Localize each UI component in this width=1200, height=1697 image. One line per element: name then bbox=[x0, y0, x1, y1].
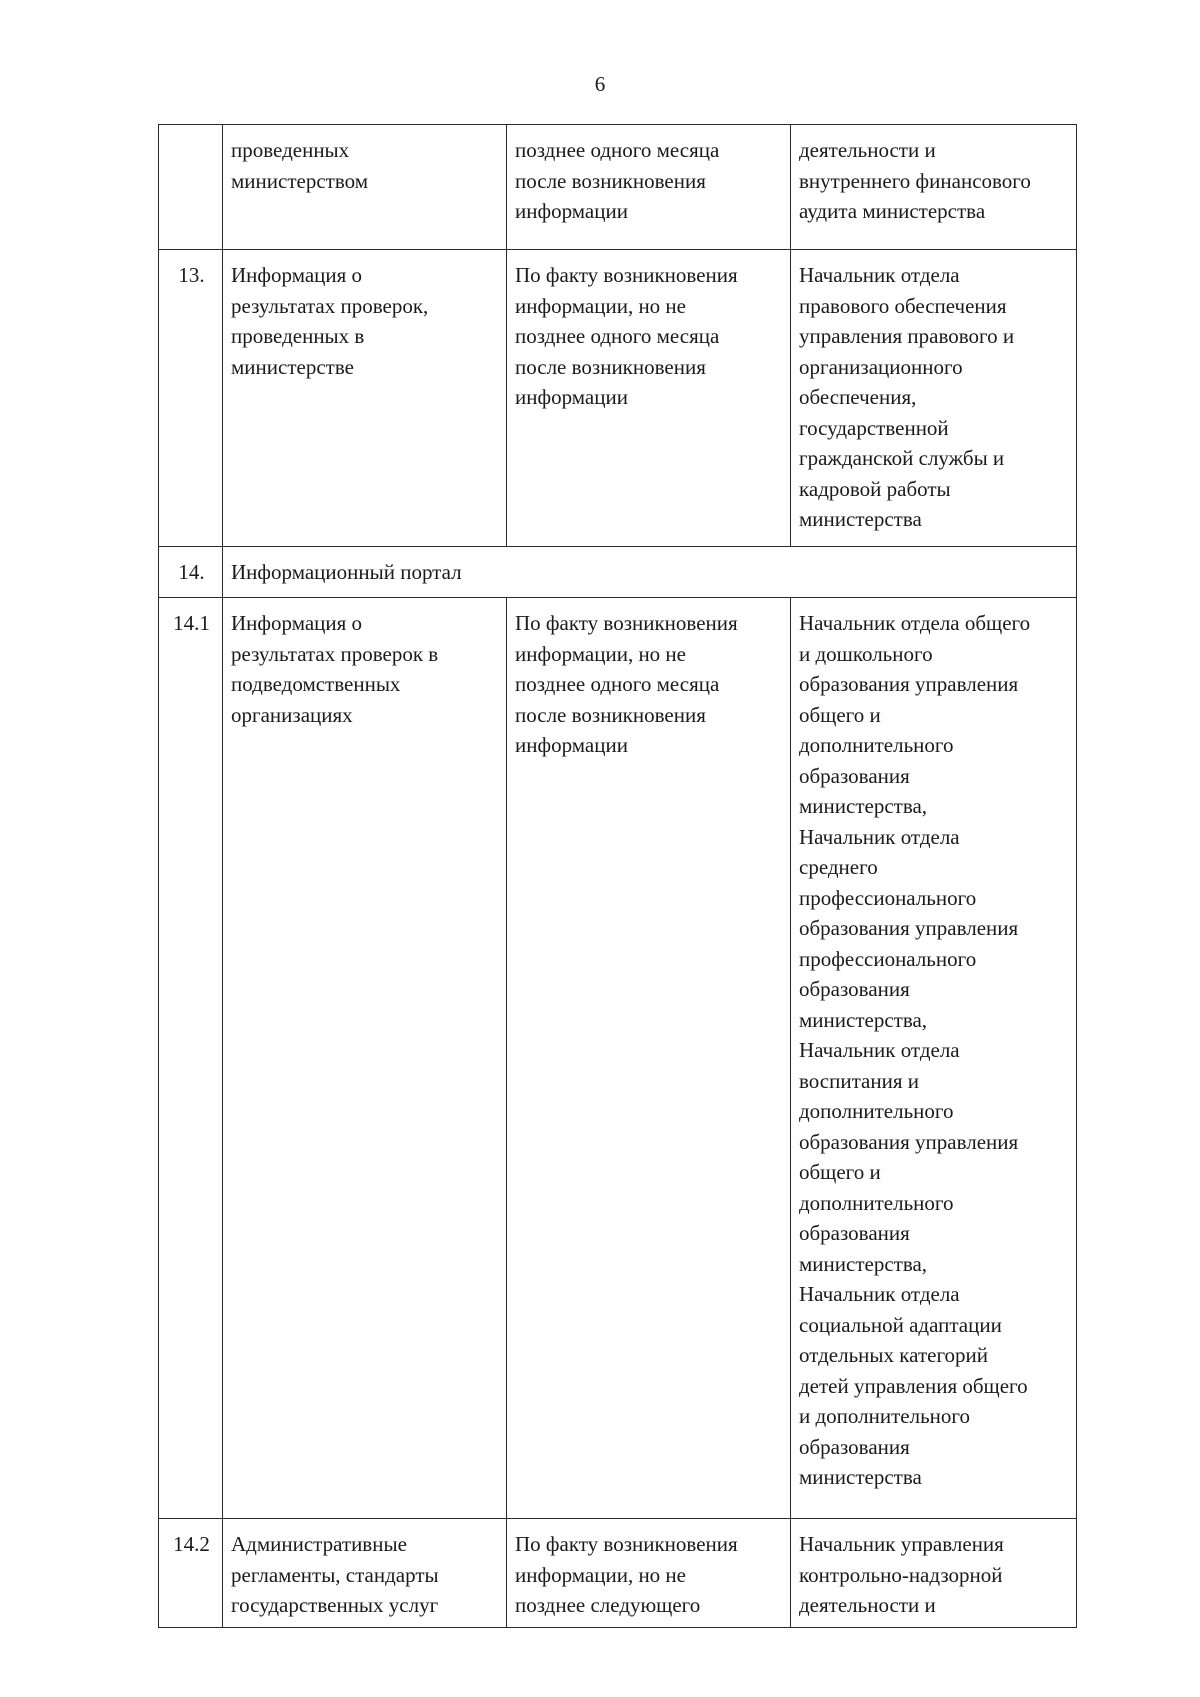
row-number: 14. bbox=[159, 547, 223, 598]
row-number: 14.2 bbox=[159, 1519, 223, 1628]
table-row bbox=[159, 1519, 1077, 1628]
information-type-cell bbox=[223, 250, 507, 547]
section-header-row bbox=[159, 547, 1077, 598]
table-row bbox=[159, 598, 1077, 1519]
cell-line: позднее следующего bbox=[515, 1593, 701, 1617]
responsible-cell bbox=[791, 125, 1077, 250]
cell-line: Административные bbox=[231, 1532, 407, 1556]
cell-line: позднее одного месяца bbox=[515, 672, 720, 696]
cell-line: подведомственных bbox=[231, 672, 401, 696]
cell-line: профессионального bbox=[799, 946, 977, 971]
page-number: 6 bbox=[594, 72, 606, 96]
cell-line: проведенных bbox=[231, 138, 350, 162]
cell-line: после возникновения bbox=[515, 168, 706, 193]
cell-line: Информация о bbox=[231, 611, 363, 635]
cell-line: министерством bbox=[231, 168, 368, 193]
cell-line: профессионального bbox=[799, 885, 977, 910]
cell-line: результатах проверок, bbox=[231, 293, 429, 318]
row-number: 13. bbox=[159, 250, 223, 547]
cell-line: организационного bbox=[799, 354, 963, 379]
cell-line: и дополнительного bbox=[799, 1404, 970, 1428]
table-row bbox=[159, 125, 1077, 250]
cell-line: министерства bbox=[799, 1465, 922, 1489]
cell-line: после возникновения bbox=[515, 702, 706, 727]
cell-line: отдельных категорий bbox=[799, 1343, 989, 1367]
cell-line: дополнительного bbox=[799, 1099, 954, 1123]
cell-line: образования bbox=[799, 763, 910, 788]
cell-line: образования управления bbox=[799, 1129, 1019, 1154]
cell-line: и дошкольного bbox=[799, 641, 933, 666]
cell-line: Начальник отдела общего bbox=[799, 611, 1031, 635]
cell-line: информации bbox=[515, 385, 628, 409]
cell-line: после возникновения bbox=[515, 354, 706, 379]
deadline-cell bbox=[507, 1519, 791, 1628]
cell-line: информации, но не bbox=[515, 641, 686, 666]
cell-line: Начальник отдела bbox=[799, 824, 960, 849]
cell-line: государственных услуг bbox=[231, 1593, 439, 1617]
cell-line: проведенных в bbox=[231, 324, 365, 348]
deadline-cell bbox=[507, 598, 791, 1519]
cell-line: По факту возникновения bbox=[515, 263, 738, 287]
cell-line: министерства, bbox=[799, 794, 928, 818]
cell-line: детей управления общего bbox=[799, 1373, 1028, 1398]
information-type-cell bbox=[223, 1519, 507, 1628]
deadline-cell bbox=[507, 125, 791, 250]
cell-line: обеспечения, bbox=[799, 385, 917, 409]
information-type-cell bbox=[223, 125, 507, 250]
cell-line: внутреннего финансового bbox=[799, 168, 1031, 193]
cell-line: информации bbox=[515, 199, 628, 223]
cell-line: позднее одного месяца bbox=[515, 138, 720, 162]
cell-line: позднее одного месяца bbox=[515, 324, 720, 348]
section-title: Информационный портал bbox=[223, 547, 1077, 598]
responsible-cell bbox=[791, 598, 1077, 1519]
cell-line: По факту возникновения bbox=[515, 1532, 738, 1556]
cell-line: контрольно-надзорной bbox=[799, 1562, 1003, 1587]
cell-line: общего и bbox=[799, 702, 881, 727]
information-type-cell bbox=[223, 598, 507, 1519]
cell-line: деятельности и bbox=[799, 1593, 936, 1617]
cell-line: министерства bbox=[799, 507, 922, 531]
cell-line: среднего bbox=[799, 855, 878, 879]
cell-line: гражданской службы и bbox=[799, 446, 1005, 470]
cell-line: кадровой работы bbox=[799, 476, 951, 501]
cell-line: министерства, bbox=[799, 1007, 928, 1032]
cell-line: управления правового и bbox=[799, 324, 1015, 348]
cell-line: организациях bbox=[231, 702, 353, 727]
cell-line: министерства, bbox=[799, 1251, 928, 1276]
cell-line: Начальник управления bbox=[799, 1532, 1004, 1556]
cell-line: образования bbox=[799, 1221, 910, 1245]
cell-line: Информация о bbox=[231, 263, 363, 287]
cell-line: социальной адаптации bbox=[799, 1312, 1002, 1337]
cell-line: информации, но не bbox=[515, 293, 686, 318]
cell-line: министерстве bbox=[231, 354, 354, 379]
cell-line: образования bbox=[799, 1434, 910, 1459]
responsible-cell bbox=[791, 1519, 1077, 1628]
cell-line: Начальник отдела bbox=[799, 263, 960, 287]
cell-line: образования управления bbox=[799, 672, 1019, 696]
row-number: 14.1 bbox=[159, 598, 223, 1519]
cell-line: воспитания и bbox=[799, 1068, 919, 1093]
cell-line: результатах проверок в bbox=[231, 641, 439, 666]
cell-line: общего и bbox=[799, 1160, 881, 1184]
cell-line: государственной bbox=[799, 415, 949, 440]
cell-line: правового обеспечения bbox=[799, 293, 1007, 318]
cell-line: Начальник отдела bbox=[799, 1038, 960, 1062]
cell-line: деятельности и bbox=[799, 138, 936, 162]
cell-line: информации bbox=[515, 733, 628, 757]
row-number bbox=[159, 125, 223, 250]
cell-line: дополнительного bbox=[799, 1190, 954, 1215]
responsibility-table bbox=[158, 124, 1077, 1628]
cell-line: дополнительного bbox=[799, 733, 954, 757]
cell-line: Начальник отдела bbox=[799, 1282, 960, 1306]
cell-line: По факту возникновения bbox=[515, 611, 738, 635]
deadline-cell bbox=[507, 250, 791, 547]
cell-line: аудита министерства bbox=[799, 199, 986, 223]
cell-line: регламенты, стандарты bbox=[231, 1562, 439, 1587]
cell-line: образования управления bbox=[799, 916, 1019, 940]
responsible-cell bbox=[791, 250, 1077, 547]
table-row bbox=[159, 250, 1077, 547]
cell-line: образования bbox=[799, 977, 910, 1001]
cell-line: информации, но не bbox=[515, 1562, 686, 1587]
